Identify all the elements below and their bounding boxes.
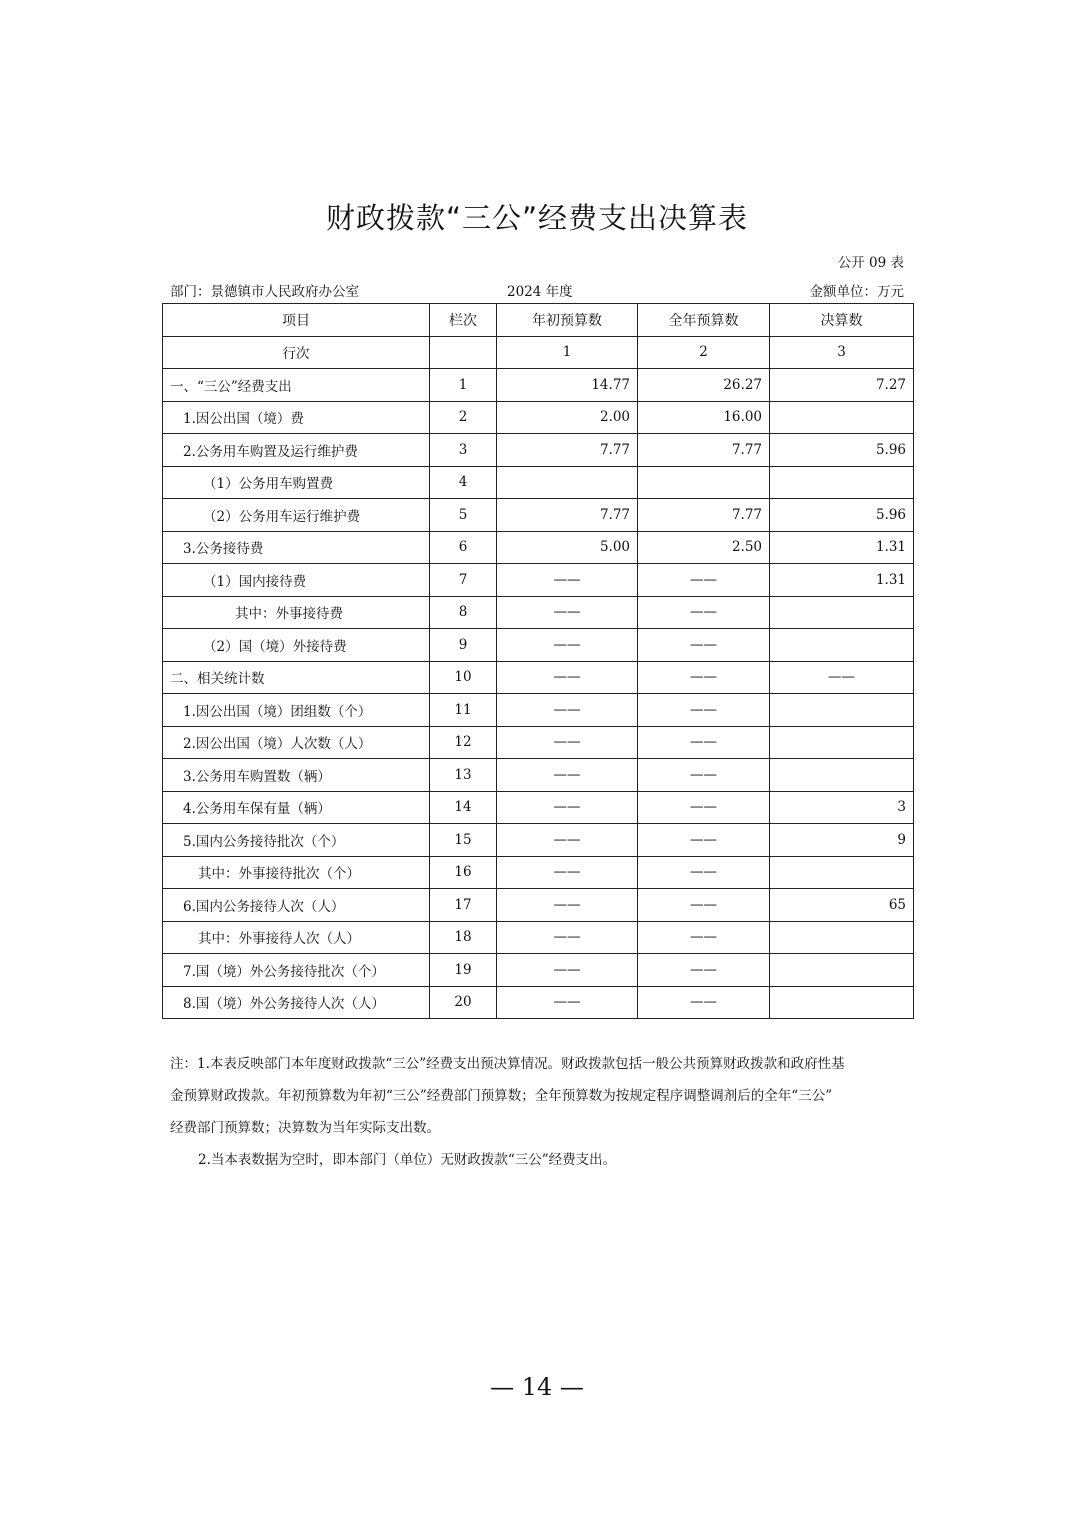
header-initial-budget: 年初预算数 xyxy=(497,304,638,337)
row-c2-value: —— xyxy=(638,986,770,1019)
column-index-2: 2 xyxy=(638,336,770,369)
page-title: 财政拨款“三公”经费支出决算表 xyxy=(325,201,749,235)
form-number: 公开 09 表 xyxy=(837,255,904,271)
header-item: 项目 xyxy=(163,304,430,337)
table-row xyxy=(163,466,914,499)
row-item: 1.因公出国（境）费 xyxy=(163,401,430,434)
row-c3-value xyxy=(770,954,914,987)
row-c2-value: —— xyxy=(638,824,770,857)
header-final-account: 决算数 xyxy=(770,304,914,337)
row-item: 其中：外事接待批次（个） xyxy=(163,856,430,889)
note-2: 2.当本表数据为空时，即本部门（单位）无财政拨款“三公”经费支出。 xyxy=(198,1152,617,1168)
row-c3-value xyxy=(770,466,914,499)
row-item: 一、“三公”经费支出 xyxy=(163,369,430,402)
row-c3-value xyxy=(770,759,914,792)
row-c3-value: —— xyxy=(770,661,914,694)
table-row xyxy=(163,369,914,402)
row-c1-value: 2.00 xyxy=(497,401,638,434)
row-c1-value: —— xyxy=(497,889,638,922)
row-c2-value: 7.77 xyxy=(638,499,770,532)
column-index-3: 3 xyxy=(770,336,914,369)
row-c2-value: 26.27 xyxy=(638,369,770,402)
row-number: 10 xyxy=(430,661,497,694)
header-full-year-budget: 全年预算数 xyxy=(638,304,770,337)
table-row xyxy=(163,564,914,597)
row-item: （1）公务用车购置费 xyxy=(163,466,430,499)
column-index-row xyxy=(163,336,914,369)
row-c3-value: 7.27 xyxy=(770,369,914,402)
row-c1-value: —— xyxy=(497,954,638,987)
column-index-label: 行次 xyxy=(163,336,430,369)
row-number: 6 xyxy=(430,531,497,564)
header-column-no: 栏次 xyxy=(430,304,497,337)
row-number: 7 xyxy=(430,564,497,597)
row-c2-value: —— xyxy=(638,791,770,824)
row-number: 18 xyxy=(430,921,497,954)
row-number: 12 xyxy=(430,726,497,759)
table-row xyxy=(163,434,914,467)
row-number: 1 xyxy=(430,369,497,402)
row-c3-value: 9 xyxy=(770,824,914,857)
row-c1-value: —— xyxy=(497,726,638,759)
row-c3-value xyxy=(770,986,914,1019)
row-c1-value: 7.77 xyxy=(497,434,638,467)
note-1-line-1: 注：1.本表反映部门本年度财政拨款“三公”经费支出预决算情况。财政拨款包括一般公共预算财政拨款和政府性基 xyxy=(170,1056,845,1072)
fiscal-year-label: 2024 年度 xyxy=(507,284,573,300)
row-item: 3.公务接待费 xyxy=(163,531,430,564)
row-c2-value: —— xyxy=(638,759,770,792)
table-row xyxy=(163,954,914,987)
row-item: （1）国内接待费 xyxy=(163,564,430,597)
row-c3-value: 1.31 xyxy=(770,564,914,597)
row-c1-value: —— xyxy=(497,629,638,662)
row-item: 2.因公出国（境）人次数（人） xyxy=(163,726,430,759)
row-c2-value: —— xyxy=(638,661,770,694)
row-c3-value xyxy=(770,694,914,727)
row-c3-value xyxy=(770,856,914,889)
row-c1-value: —— xyxy=(497,759,638,792)
row-c3-value: 1.31 xyxy=(770,531,914,564)
row-number: 17 xyxy=(430,889,497,922)
row-c2-value: —— xyxy=(638,856,770,889)
row-c1-value: —— xyxy=(497,564,638,597)
table-row xyxy=(163,986,914,1019)
row-c3-value xyxy=(770,726,914,759)
note-1-line-2: 金预算财政拨款。年初预算数为年初“三公”经费部门预算数；全年预算数为按规定程序调整调剂后的全年“三公” xyxy=(170,1088,833,1104)
row-item: 8.国（境）外公务接待人次（人） xyxy=(163,986,430,1019)
row-number: 2 xyxy=(430,401,497,434)
row-c1-value: —— xyxy=(497,661,638,694)
row-c1-value: —— xyxy=(497,824,638,857)
row-c1-value: —— xyxy=(497,694,638,727)
row-c1-value: —— xyxy=(497,596,638,629)
row-c3-value xyxy=(770,921,914,954)
row-c2-value: 2.50 xyxy=(638,531,770,564)
row-number: 20 xyxy=(430,986,497,1019)
table-row xyxy=(163,661,914,694)
expenditure-table xyxy=(162,303,914,1019)
row-c1-value: 14.77 xyxy=(497,369,638,402)
row-item: 4.公务用车保有量（辆） xyxy=(163,791,430,824)
row-number: 14 xyxy=(430,791,497,824)
table-row xyxy=(163,499,914,532)
row-c3-value xyxy=(770,401,914,434)
row-c2-value: —— xyxy=(638,726,770,759)
table-row xyxy=(163,824,914,857)
row-c1-value: —— xyxy=(497,921,638,954)
row-c1-value: 7.77 xyxy=(497,499,638,532)
table-row xyxy=(163,531,914,564)
row-item: 6.国内公务接待人次（人） xyxy=(163,889,430,922)
column-index-1: 1 xyxy=(497,336,638,369)
row-item: 3.公务用车购置数（辆） xyxy=(163,759,430,792)
row-c3-value xyxy=(770,596,914,629)
row-item: 二、相关统计数 xyxy=(163,661,430,694)
row-number: 3 xyxy=(430,434,497,467)
table-row xyxy=(163,791,914,824)
row-c2-value: —— xyxy=(638,596,770,629)
row-c2-value: 16.00 xyxy=(638,401,770,434)
note-1-line-3: 经费部门预算数；决算数为当年实际支出数。 xyxy=(170,1120,440,1136)
table-header-row xyxy=(163,304,914,337)
table-row xyxy=(163,759,914,792)
table-row xyxy=(163,629,914,662)
row-item: 其中：外事接待人次（人） xyxy=(163,921,430,954)
row-number: 4 xyxy=(430,466,497,499)
row-number: 16 xyxy=(430,856,497,889)
row-c3-value: 5.96 xyxy=(770,434,914,467)
notes-section xyxy=(170,1048,910,1176)
row-item: 2.公务用车购置及运行维护费 xyxy=(163,434,430,467)
row-c3-value: 65 xyxy=(770,889,914,922)
row-number: 13 xyxy=(430,759,497,792)
row-item: 7.国（境）外公务接待批次（个） xyxy=(163,954,430,987)
row-item: 其中：外事接待费 xyxy=(163,596,430,629)
row-c2-value: 7.77 xyxy=(638,434,770,467)
row-number: 8 xyxy=(430,596,497,629)
row-item: 5.国内公务接待批次（个） xyxy=(163,824,430,857)
column-index-empty xyxy=(430,336,497,369)
row-c2-value xyxy=(638,466,770,499)
row-c3-value: 3 xyxy=(770,791,914,824)
row-c1-value: 5.00 xyxy=(497,531,638,564)
row-item: （2）国（境）外接待费 xyxy=(163,629,430,662)
row-number: 15 xyxy=(430,824,497,857)
row-c2-value: —— xyxy=(638,629,770,662)
row-item: （2）公务用车运行维护费 xyxy=(163,499,430,532)
row-c2-value: —— xyxy=(638,564,770,597)
row-item: 1.因公出国（境）团组数（个） xyxy=(163,694,430,727)
row-c2-value: —— xyxy=(638,694,770,727)
currency-unit-label: 金额单位：万元 xyxy=(809,284,904,300)
row-c2-value: —— xyxy=(638,954,770,987)
row-number: 5 xyxy=(430,499,497,532)
row-number: 9 xyxy=(430,629,497,662)
table-row xyxy=(163,726,914,759)
row-c1-value: —— xyxy=(497,791,638,824)
row-c1-value: —— xyxy=(497,986,638,1019)
row-c1-value xyxy=(497,466,638,499)
table-row xyxy=(163,856,914,889)
table-row xyxy=(163,401,914,434)
row-number: 19 xyxy=(430,954,497,987)
row-number: 11 xyxy=(430,694,497,727)
table-row xyxy=(163,694,914,727)
row-c3-value xyxy=(770,629,914,662)
page-number: — 14 — xyxy=(490,1373,584,1401)
department-label: 部门：景德镇市人民政府办公室 xyxy=(170,284,359,300)
row-c3-value: 5.96 xyxy=(770,499,914,532)
table-row xyxy=(163,889,914,922)
row-c1-value: —— xyxy=(497,856,638,889)
table-row xyxy=(163,921,914,954)
row-c2-value: —— xyxy=(638,921,770,954)
row-c2-value: —— xyxy=(638,889,770,922)
table-row xyxy=(163,596,914,629)
